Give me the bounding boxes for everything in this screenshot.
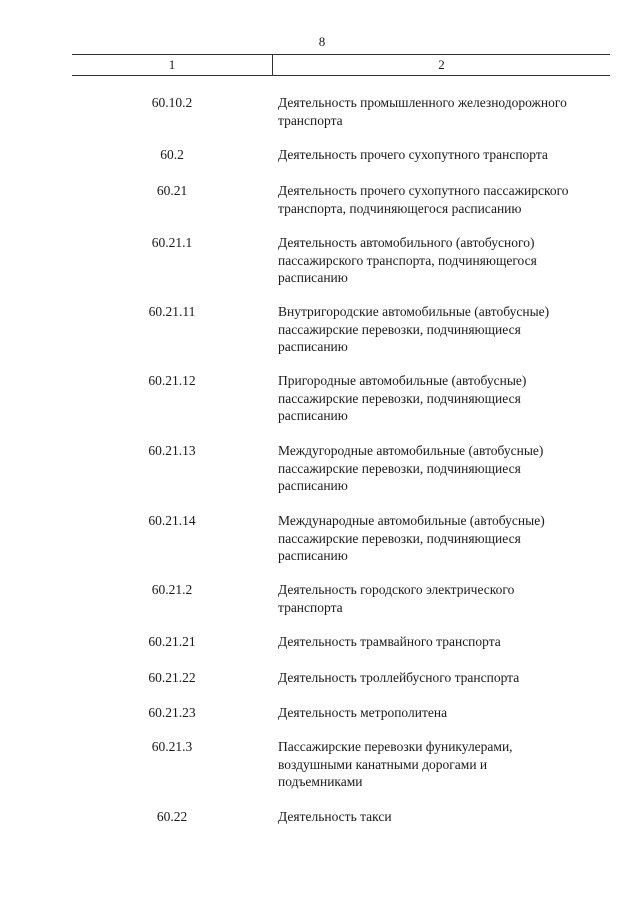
row-code: 60.21.23	[148, 705, 196, 720]
page-number: 8	[318, 34, 326, 49]
row-description: Внутригородские автомобильные (автобусные) пассажирские перевозки, подчиняющиеся расписанию	[278, 304, 550, 354]
row-code: 60.21.11	[148, 304, 196, 319]
row-code: 60.21.1	[151, 235, 193, 250]
row-description: Деятельность трамвайного транспорта	[278, 634, 501, 649]
row-code: 60.21	[156, 183, 188, 198]
row-description: Деятельность автомобильного (автобусного) пассажирского транспорта, подчиняющегося расписанию	[278, 235, 537, 285]
row-code: 60.21.21	[148, 634, 196, 649]
row-description: Междугородные автомобильные (автобусные) пассажирские перевозки, подчиняющиеся расписанию	[278, 443, 544, 493]
table-header	[72, 54, 610, 76]
row-code: 60.21.2	[151, 582, 193, 597]
row-description: Пригородные автомобильные (автобусные) пассажирские перевозки, подчиняющиеся расписанию	[278, 373, 527, 423]
column-header-description: 2	[438, 57, 445, 72]
row-code: 60.21.13	[148, 443, 196, 458]
row-description: Деятельность такси	[278, 809, 392, 824]
row-description: Деятельность прочего сухопутного транспорта	[278, 147, 548, 162]
row-description: Деятельность метрополитена	[278, 705, 448, 720]
column-header-code: 1	[72, 55, 273, 75]
row-description: Деятельность прочего сухопутного пассажирского транспорта, подчиняющегося расписанию	[278, 183, 569, 216]
row-code: 60.21.3	[151, 739, 193, 754]
row-description: Деятельность троллейбусного транспорта	[278, 670, 520, 685]
row-description: Деятельность промышленного железнодорожного транспорта	[278, 95, 567, 128]
row-code: 60.21.14	[148, 513, 196, 528]
row-code: 60.2	[160, 147, 184, 162]
row-code: 60.22	[156, 809, 188, 824]
row-description: Деятельность городского электрического транспорта	[278, 582, 515, 615]
row-code: 60.10.2	[151, 95, 193, 110]
row-description: Пассажирские перевозки фуникулерами, воздушными канатными дорогами и подъемниками	[278, 739, 513, 789]
row-description: Международные автомобильные (автобусные) пассажирские перевозки, подчиняющиеся расписанию	[278, 513, 545, 563]
row-code: 60.21.22	[148, 670, 196, 685]
row-code: 60.21.12	[148, 373, 196, 388]
